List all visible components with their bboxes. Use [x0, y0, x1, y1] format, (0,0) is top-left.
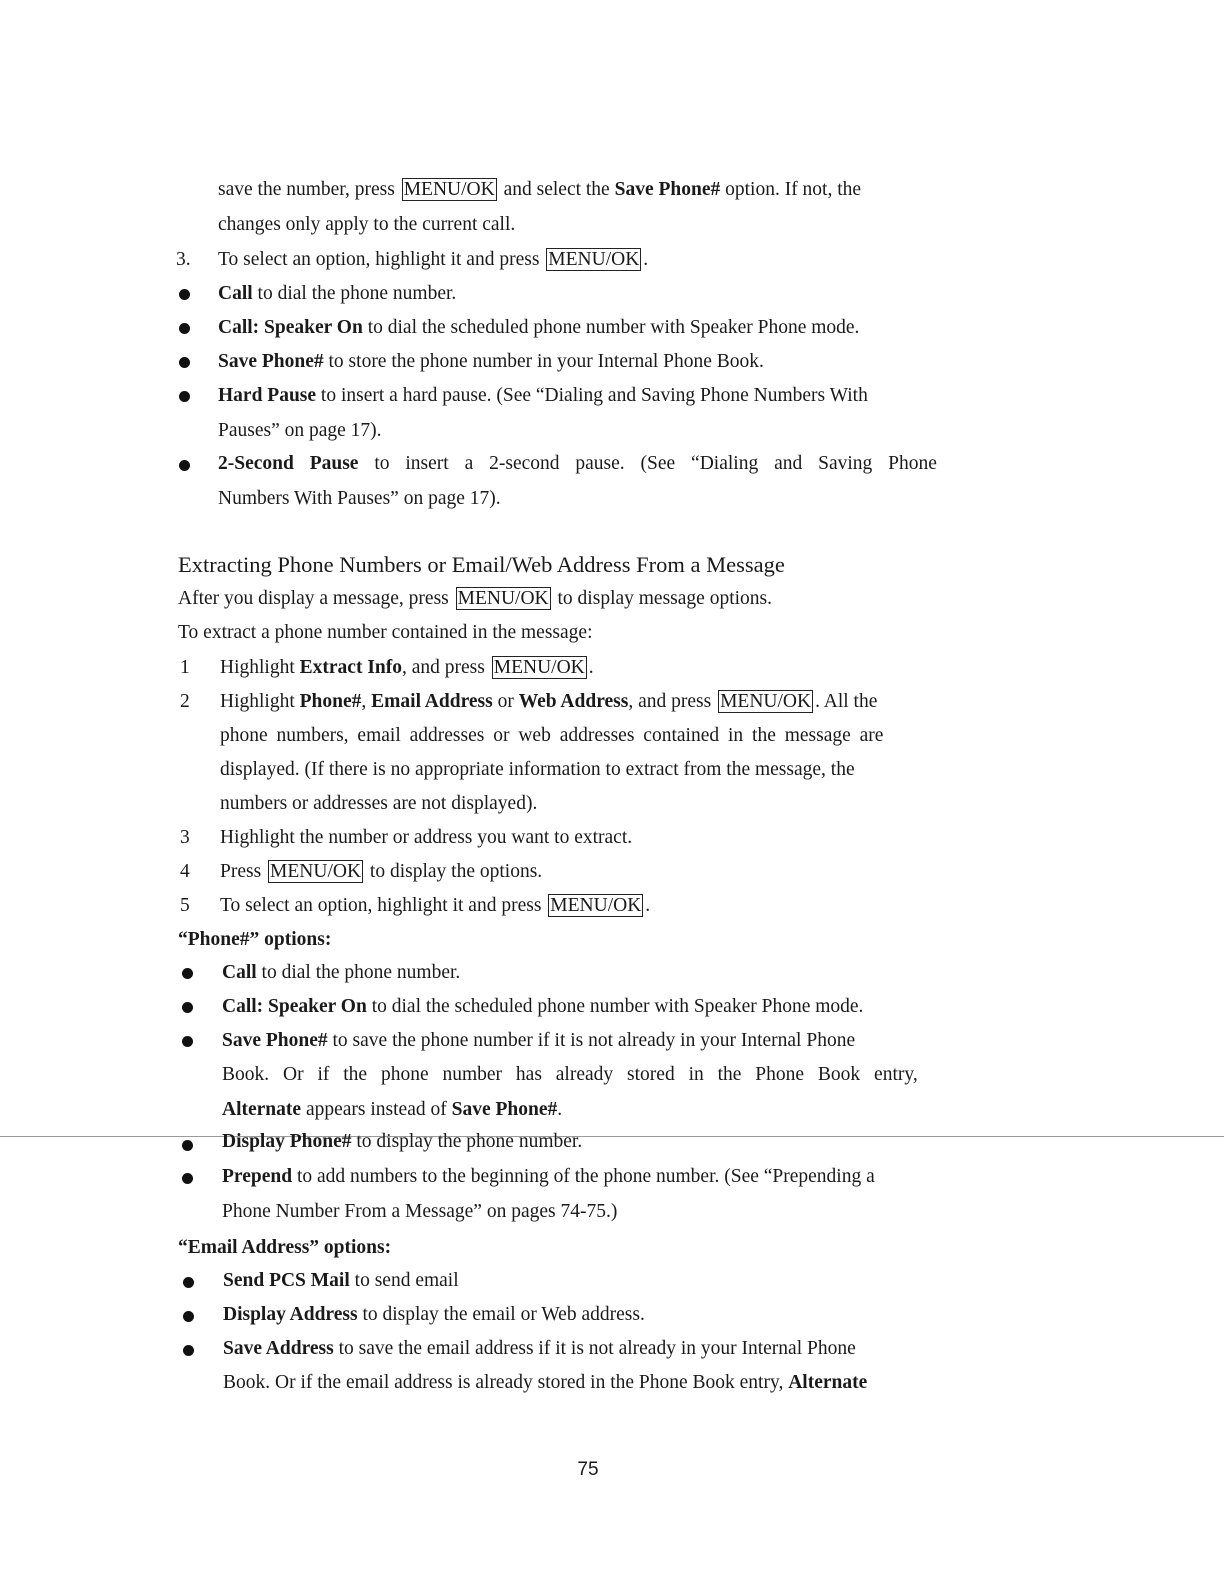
- scan-rule-line: [0, 1136, 1224, 1137]
- step-number: 5: [180, 895, 190, 916]
- phone-option-display-phone: Display Phone# to display the phone number.: [222, 1131, 583, 1152]
- step-1: Highlight Extract Info, and press MENU/OK .: [220, 657, 594, 678]
- step-number: 4: [180, 861, 190, 882]
- phone-option-save-phone-cont-2: Alternate appears instead of Save Phone#.: [222, 1099, 563, 1120]
- bullet-icon: [182, 1173, 193, 1184]
- bullet-icon: [179, 289, 190, 300]
- bullet-icon: [179, 357, 190, 368]
- step-2: Highlight Phone#, Email Address or Web Address, and press MENU/OK . All the: [220, 691, 878, 712]
- option-2-second-pause-cont: Numbers With Pauses” on page 17).: [218, 488, 501, 509]
- phone-option-save-phone: Save Phone# to save the phone number if it is not already in your Internal Phone: [222, 1030, 856, 1051]
- bullet-icon: [182, 1140, 193, 1151]
- email-option-save-cont: Book. Or if the email address is already stored in the Phone Book entry, Alternate: [223, 1372, 868, 1393]
- section-intro: After you display a message, press MENU/OK to display message options.: [178, 588, 772, 609]
- bullet-icon: [179, 460, 190, 471]
- bullet-icon: [183, 1311, 194, 1322]
- step-2-line-3: displayed. (If there is no appropriate information to extract from the message, the: [220, 759, 855, 780]
- menu-ok-key: MENU/OK: [270, 861, 362, 882]
- bullet-icon: [182, 968, 193, 979]
- option-2-second-pause: 2-Second Pause to insert a 2-second pause. (See “Dialing and Saving Phone: [218, 453, 937, 474]
- menu-ok-key: MENU/OK: [550, 895, 642, 916]
- step-number: 2: [180, 691, 190, 712]
- option-hard-pause-cont: Pauses” on page 17).: [218, 420, 382, 441]
- step-3: To select an option, highlight it and press MENU/OK .: [218, 249, 649, 270]
- phone-option-prepend-cont: Phone Number From a Message” on pages 74-75.): [222, 1201, 618, 1222]
- page-number: 75: [577, 1459, 599, 1480]
- step-number: 1: [180, 657, 190, 678]
- option-hard-pause: Hard Pause to insert a hard pause. (See “Dialing and Saving Phone Numbers With: [218, 385, 868, 406]
- step-3b: Highlight the number or address you want to extract.: [220, 827, 633, 848]
- step-2-line-4: numbers or addresses are not displayed).: [220, 793, 538, 814]
- continuation-line: save the number, press MENU/OK and select the Save Phone# option. If not, the: [218, 179, 862, 200]
- menu-ok-key: MENU/OK: [457, 588, 549, 609]
- email-options-label: “Email Address” options:: [178, 1237, 392, 1258]
- option-call-speaker-on: Call: Speaker On to dial the scheduled phone number with Speaker Phone mode.: [218, 317, 860, 338]
- section-intro-2: To extract a phone number contained in the message:: [178, 622, 593, 643]
- step-2-line-2: phone numbers, email addresses or web addresses contained in the message are: [220, 725, 884, 746]
- step-number: 3: [180, 827, 190, 848]
- menu-ok-key: MENU/OK: [403, 179, 495, 200]
- phone-option-save-phone-cont: Book. Or if the phone number has already stored in the Phone Book entry,: [222, 1064, 918, 1085]
- email-option-send: Send PCS Mail to send email: [223, 1270, 459, 1291]
- phone-option-call-speaker: Call: Speaker On to dial the scheduled phone number with Speaker Phone mode.: [222, 996, 864, 1017]
- menu-ok-key: MENU/OK: [493, 657, 585, 678]
- phone-option-call: Call to dial the phone number.: [222, 962, 461, 983]
- phone-option-prepend: Prepend to add numbers to the beginning of the phone number. (See “Prepending a: [222, 1166, 875, 1187]
- step-5: To select an option, highlight it and press MENU/OK .: [220, 895, 651, 916]
- email-option-display: Display Address to display the email or Web address.: [223, 1304, 645, 1325]
- option-save-phone: Save Phone# to store the phone number in your Internal Phone Book.: [218, 351, 764, 372]
- bullet-icon: [183, 1277, 194, 1288]
- email-option-save: Save Address to save the email address if it is not already in your Internal Phone: [223, 1338, 856, 1359]
- bullet-icon: [183, 1345, 194, 1356]
- continuation-line-2: changes only apply to the current call.: [218, 214, 516, 235]
- bullet-icon: [182, 1002, 193, 1013]
- section-heading: Extracting Phone Numbers or Email/Web Address From a Message: [178, 552, 785, 577]
- menu-ok-key: MENU/OK: [720, 691, 812, 712]
- bullet-icon: [179, 391, 190, 402]
- option-call: Call to dial the phone number.: [218, 283, 457, 304]
- step-number: 3.: [176, 249, 191, 270]
- bullet-icon: [179, 323, 190, 334]
- step-4: Press MENU/OK to display the options.: [220, 861, 543, 882]
- menu-ok-key: MENU/OK: [548, 249, 640, 270]
- phone-options-label: “Phone#” options:: [178, 929, 332, 950]
- bullet-icon: [182, 1036, 193, 1047]
